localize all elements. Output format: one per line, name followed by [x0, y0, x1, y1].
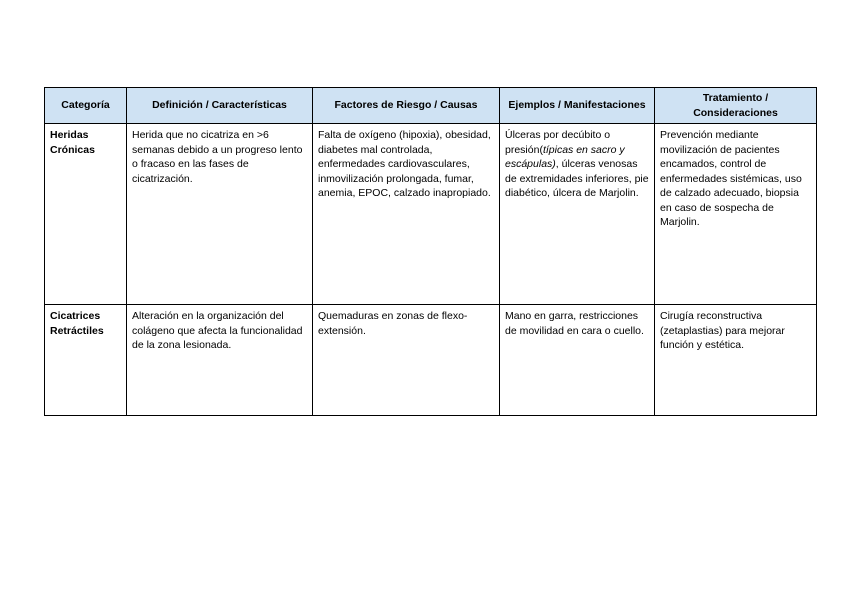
cell-ejemplos-italic: típicas en sacro y escápulas): [505, 143, 625, 170]
cell-factores: Falta de oxígeno (hipoxia), obesidad, diabetes mal controlada, enfermedades cardiovasculares, inmovilización prolongada, fumar, anemia, EPOC, calzado inapropiado.: [313, 124, 500, 305]
cell-definicion: Herida que no cicatriza en >6 semanas debido a un progreso lento o fracaso en las fases de cicatrización.: [127, 124, 313, 305]
cell-ejemplos-text: Úlceras por decúbito o presión(: [505, 129, 611, 156]
table-header-row: [45, 88, 817, 124]
cell-definicion: Alteración en la organización del colágeno que afecta la funcionalidad de la zona lesionada.: [127, 305, 313, 416]
cell-factores: Quemaduras en zonas de flexo-extensión.: [313, 305, 500, 416]
wound-classification-table: [44, 87, 817, 416]
header-categoria: Categoría: [45, 88, 127, 124]
cell-ejemplos-text-rest: , úlceras venosas de extremidades inferiores, pie diabético, úlcera de Marjolin.: [505, 158, 649, 199]
cell-tratamiento: Prevención mediante movilización de pacientes encamados, control de enfermedades sistémicas, uso de calzado adecuado, biopsia en caso de sospecha de Marjolin.: [655, 124, 817, 305]
cell-ejemplos: Mano en garra, restricciones de movilidad en cara o cuello.: [500, 305, 655, 416]
table-row: [45, 305, 817, 416]
cell-tratamiento: Cirugía reconstructiva (zetaplastias) para mejorar función y estética.: [655, 305, 817, 416]
header-tratamiento: Tratamiento / Consideraciones: [655, 88, 817, 124]
cell-categoria: Heridas Crónicas: [45, 124, 127, 305]
header-definicion: Definición / Características: [127, 88, 313, 124]
header-factores: Factores de Riesgo / Causas: [313, 88, 500, 124]
cell-ejemplos: [500, 124, 655, 305]
cell-categoria: Cicatrices Retráctiles: [45, 305, 127, 416]
table-row: [45, 124, 817, 305]
header-ejemplos: Ejemplos / Manifestaciones: [500, 88, 655, 124]
